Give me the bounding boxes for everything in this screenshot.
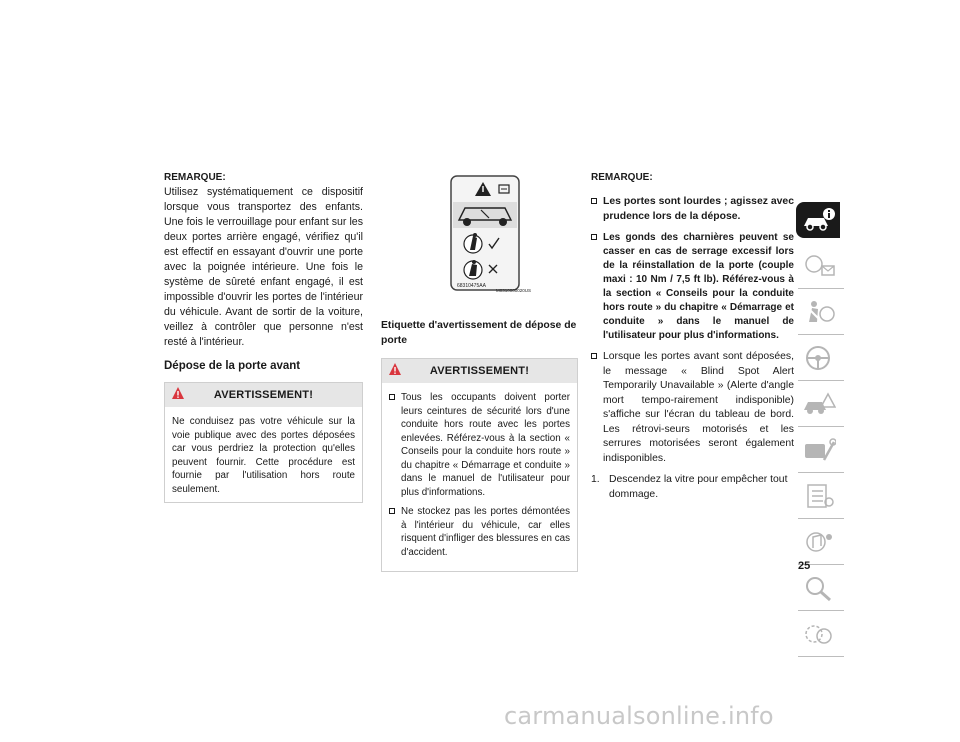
dashboard-message-icon xyxy=(802,252,836,280)
tab-driving[interactable] xyxy=(796,340,840,376)
tab-divider xyxy=(798,656,844,657)
car-warning-icon xyxy=(802,390,836,418)
warning-triangle-icon xyxy=(388,362,402,376)
list-item xyxy=(591,350,794,466)
tab-divider xyxy=(798,426,844,427)
checkbox-bullet-icon xyxy=(389,394,395,400)
tab-divider xyxy=(798,472,844,473)
tab-divider xyxy=(798,380,844,381)
door-warning-label-figure xyxy=(425,172,545,312)
section-heading: Dépose de la porte avant xyxy=(164,360,301,372)
list-item-text: Les portes sont lourdes ; agissez avec prudence lors de la dépose. xyxy=(603,196,794,222)
list-item-text: Lorsque les portes avant sont déposées, le message « Blind Spot Alert Temporarily Unavailable » (Alerte d'angle mort tempo-rairement indisponible) s'affiche sur l'écran du tableau de bord. Les rétrovi-seurs motorisés et les serrures motorisées seront également indisponibles. xyxy=(603,351,794,464)
checkbox-bullet-icon xyxy=(591,353,597,359)
step-text: Descendez la vitre pour empêcher tout dommage. xyxy=(609,474,788,500)
note-title: REMARQUE: xyxy=(591,172,653,183)
list-item xyxy=(591,231,794,343)
tab-dashboard-messages[interactable] xyxy=(796,248,840,284)
note-title: REMARQUE: xyxy=(164,172,226,183)
magnifier-index-icon xyxy=(802,574,836,602)
page-number: 25 xyxy=(798,560,811,572)
tab-car-info[interactable] xyxy=(796,202,840,238)
tab-safety[interactable] xyxy=(796,294,840,330)
seatbelt-safety-icon xyxy=(802,298,836,326)
warning-box xyxy=(164,382,363,503)
warning-header xyxy=(165,383,362,407)
tab-specifications[interactable] xyxy=(796,478,840,514)
car-info-icon xyxy=(802,206,836,234)
tab-divider xyxy=(798,518,844,519)
tab-emergency[interactable] xyxy=(796,386,840,422)
tab-divider xyxy=(798,334,844,335)
checkbox-bullet-icon xyxy=(591,198,597,204)
checkbox-bullet-icon xyxy=(389,508,395,514)
warning-text: Ne conduisez pas votre véhicule sur la voie publique avec des portes déposées car vous perdriez la protection qu'elles peuvent fournir. Cette procédure est fournie par l'utilisation hors route seulement. xyxy=(172,416,355,495)
right-column xyxy=(591,170,794,502)
tab-maintenance[interactable] xyxy=(796,432,840,468)
tab-divider xyxy=(798,610,844,611)
list-item xyxy=(389,505,570,559)
list-item-text: Ne stockez pas les portes démontées à l'intérieur du véhicule, car elles risquent d'infliger des blessures en cas d'accident. xyxy=(401,506,570,558)
list-item xyxy=(591,195,794,224)
figure-caption: Etiquette d'avertissement de dépose de porte xyxy=(381,320,577,346)
left-column xyxy=(164,170,363,503)
warning-triangle-icon xyxy=(171,386,185,400)
tab-divider xyxy=(798,288,844,289)
chapter-tabs xyxy=(796,202,844,662)
label-part-number: 68310475AA xyxy=(457,283,486,289)
note-text: Utilisez systématiquement ce dispositif lorsque vous transportez des enfants. Une fois le verrouillage pour enfant sur les deux portes arrière engagé, vérifiez qu'il est effectif en essayant d'ouvrir une porte avec la poignée intérieure. Une fois le système de sûreté enfant engagé, il est impossible d'ouvrir les portes de l'intérieur du véhicule. Avant de sortir de la voiture, veillez à contrôler que personne n'est resté à l'intérieur. xyxy=(164,186,363,348)
car-wrench-icon xyxy=(802,436,836,464)
warning-title: AVERTISSEMENT! xyxy=(429,365,530,377)
warning-header xyxy=(382,359,577,383)
watermark: carmanualsonline.info xyxy=(504,702,774,730)
tab-multimedia[interactable] xyxy=(796,524,840,560)
multimedia-icon xyxy=(802,528,836,556)
checkbox-bullet-icon xyxy=(591,234,597,240)
languages-icon xyxy=(802,620,836,648)
door-removal-label-image xyxy=(425,172,545,312)
warning-box xyxy=(381,358,578,572)
numbered-step xyxy=(591,473,794,502)
step-number: 1. xyxy=(591,474,600,485)
list-item xyxy=(389,391,570,499)
specifications-list-icon xyxy=(802,482,836,510)
list-item-text: Tous les occupants doivent porter leurs ceintures de sécurité lors d'une conduite hors route avec les portes enlevées. Référez-vous à la section « Conseils pour la conduite hors route » du chapitre « Démarrage et conduite » dans le manuel de l'utilisateur pour plus d'informations. xyxy=(401,392,570,498)
warning-body xyxy=(382,383,577,571)
middle-column xyxy=(381,172,578,572)
tab-languages[interactable] xyxy=(796,616,840,652)
warning-title: AVERTISSEMENT! xyxy=(213,389,314,401)
tab-index[interactable] xyxy=(796,570,840,606)
steering-wheel-icon xyxy=(802,344,836,372)
list-item-text: Les gonds des charnières peuvent se casser en cas de serrage excessif lors de la réinstallation de la porte (couple maxi : 10 Nm / 7,5 ft lb). Référez-vous à la section « Conseils pour la conduite hors route » du chapitre « Démarrage et conduite » dans le manuel de l'utilisateur pour plus d'informations. xyxy=(603,232,794,341)
figure-code: M0310000020US xyxy=(496,288,532,293)
